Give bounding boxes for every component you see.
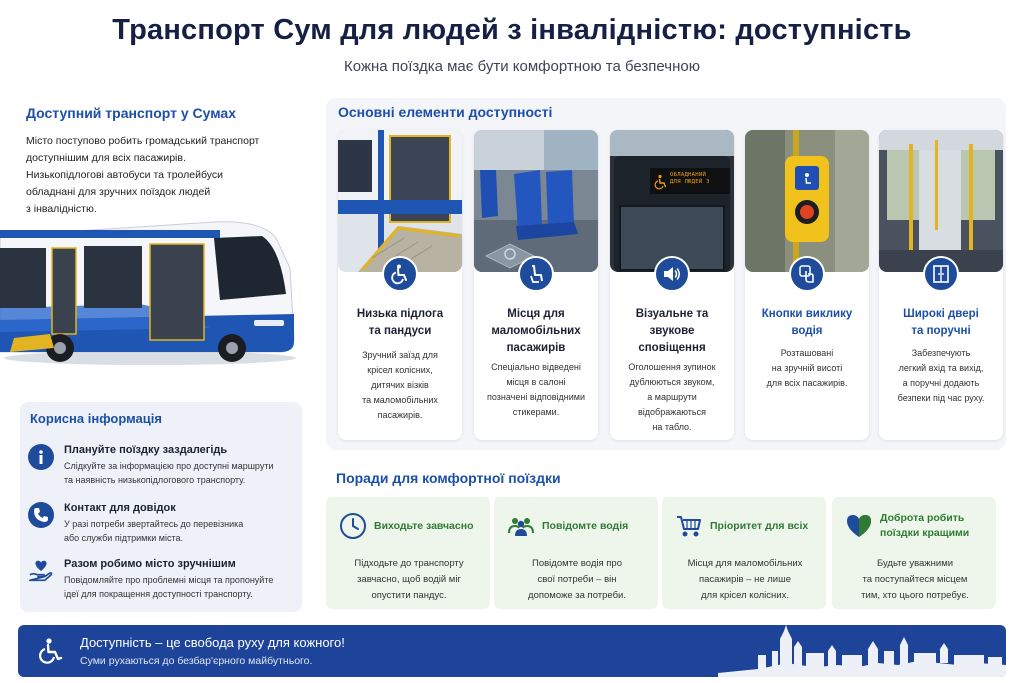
card-desc xyxy=(480,360,592,420)
bus-illustration xyxy=(0,208,296,368)
card-title xyxy=(751,306,863,340)
stroller-icon xyxy=(674,511,704,541)
tip-desc-line: Підходьте до транспорту xyxy=(354,558,464,569)
card-desc-line: Розташовані xyxy=(780,348,834,358)
card-title xyxy=(344,306,456,340)
tip-desc-line: Повідомте водія про xyxy=(532,558,622,569)
bottom-banner xyxy=(18,625,1006,677)
card-title-line: сповіщення xyxy=(638,342,706,354)
seat-icon xyxy=(518,256,554,292)
display-board-line: ДЛЯ ЛЮДЕЙ З xyxy=(670,179,710,185)
people-icon xyxy=(506,511,536,541)
door-icon xyxy=(923,256,959,292)
card-desc-line: на табло. xyxy=(652,422,692,432)
card-title-line: водія xyxy=(791,325,823,337)
card-desc-line: та маломобільних xyxy=(362,395,438,405)
intro-heading: Доступний транспорт у Сумах xyxy=(26,105,236,121)
tip-desc-line: Будьте уважними xyxy=(876,558,954,569)
card-title-line: Місця для xyxy=(507,308,565,320)
card-desc xyxy=(616,360,728,435)
tip-desc xyxy=(842,556,988,604)
intro-text xyxy=(26,133,286,218)
info-item-contact xyxy=(26,500,300,552)
card-desc-line: а поручні додають xyxy=(902,378,980,388)
ramp-photo xyxy=(338,130,462,272)
card-title xyxy=(480,306,592,357)
display-photo xyxy=(610,130,734,272)
info-item-desc xyxy=(64,517,300,545)
card-low-floor xyxy=(338,130,462,440)
intro-line: доступнішим для всіх пасажирів. xyxy=(26,152,186,164)
info-desc-line: або служби підтримки міста. xyxy=(64,533,183,543)
tip-desc xyxy=(336,556,482,604)
card-title-line: Низька підлога xyxy=(356,308,444,320)
card-title-line: Широкі двері xyxy=(903,308,979,320)
card-title-line: Візуальне та xyxy=(635,308,709,320)
useful-info-heading: Корисна інформація xyxy=(30,411,162,426)
card-desc-line: місця в салоні xyxy=(506,377,566,387)
card-title-line: та пандуси xyxy=(368,325,432,337)
info-desc-line: Повідомляйте про проблемні місця та пропонуйте xyxy=(64,575,274,585)
info-desc-line: ідеї для покращення доступності транспорту. xyxy=(64,589,253,599)
call-button-icon xyxy=(789,256,825,292)
tip-desc-line: тим, хто цього потребує. xyxy=(861,590,969,601)
tip-title: Пріоритет для всіх xyxy=(710,519,809,532)
info-desc-line: Слідкуйте за інформацією про доступні маршрути xyxy=(64,461,274,471)
info-desc-line: та наявність низькопідлогового транспорту. xyxy=(64,475,246,485)
tip-leave-early xyxy=(326,497,490,609)
intro-line: обладнані для зручних поїздок людей xyxy=(26,186,211,198)
accessibility-panel xyxy=(326,98,1006,450)
card-desc-line: безпеки під час руху. xyxy=(897,393,985,403)
tip-desc-line: пасажирів – не лише xyxy=(698,574,792,585)
card-priority-seats xyxy=(474,130,598,440)
heart-icon xyxy=(844,511,874,541)
intro-line: Місто поступово робить громадський транспорт xyxy=(26,135,260,147)
page-subtitle: Кожна поїздка має бути комфортною та безпечною xyxy=(344,58,700,75)
seats-photo xyxy=(474,130,598,272)
card-desc xyxy=(885,346,997,406)
card-desc xyxy=(751,346,863,391)
clock-icon xyxy=(338,511,368,541)
card-desc-line: на зручній висоті xyxy=(771,363,843,373)
info-item-desc xyxy=(64,573,300,601)
card-desc xyxy=(344,348,456,423)
card-desc-line: для всіх пасажирів. xyxy=(766,378,848,388)
banner-subtitle: Суми рухаються до безбар'єрного майбутнього. xyxy=(80,655,313,667)
info-item-title: Плануйте поїздку заздалегідь xyxy=(64,444,228,456)
info-desc-line: У разі потреби звертайтесь до перевізника xyxy=(64,519,244,529)
phone-icon xyxy=(28,502,54,528)
card-desc-line: Спеціально відведені xyxy=(491,362,581,372)
tip-priority xyxy=(662,497,826,609)
speaker-icon xyxy=(654,256,690,292)
tip-tell-driver xyxy=(494,497,658,609)
tip-kindness xyxy=(832,497,996,609)
card-wide-doors xyxy=(879,130,1003,440)
heart-hand-icon xyxy=(28,558,54,584)
card-desc-line: дублюються звуком, xyxy=(629,377,715,387)
tip-title: Виходьте завчасно xyxy=(374,519,474,532)
city-skyline xyxy=(718,625,1006,677)
board-wheelchair-icon xyxy=(654,174,668,190)
info-item-title: Контакт для довідок xyxy=(64,502,176,514)
card-desc-line: Оголошення зупинок xyxy=(628,362,716,372)
card-desc-line: легкий вхід та вихід, xyxy=(898,363,984,373)
card-desc-line: Зручний заїзд для xyxy=(362,350,438,360)
display-board-line: ОБЛАДНАНИЙ xyxy=(670,172,707,178)
card-title-line: Кнопки виклику xyxy=(761,308,853,320)
tips-heading: Поради для комфортної поїздки xyxy=(336,470,561,486)
tip-desc xyxy=(672,556,818,604)
page-title: Транспорт Сум для людей з інвалідністю: доступність xyxy=(112,14,912,46)
call-button-photo xyxy=(745,130,869,272)
tip-title: Повідомте водія xyxy=(542,519,629,532)
tip-desc-line: Місця для маломобільних xyxy=(687,558,803,569)
card-visual-audio xyxy=(610,130,734,440)
card-desc-line: відображаються xyxy=(638,407,706,417)
tip-desc-line: свої потреби – він xyxy=(537,574,617,585)
wheelchair-icon xyxy=(36,637,64,665)
info-item-title: Разом робимо місто зручнішим xyxy=(64,558,236,570)
tip-desc-line: завчасно, щоб водій міг xyxy=(357,574,461,585)
card-title-line: маломобільних xyxy=(491,325,581,337)
tip-desc-line: допоможе за потреби. xyxy=(528,590,626,601)
card-desc-line: а маршрути xyxy=(647,392,697,402)
info-icon xyxy=(28,444,54,470)
banner-title: Доступність – це свобода руху для кожного! xyxy=(80,635,345,650)
intro-line: з інвалідністю. xyxy=(26,203,97,215)
card-desc-line: позначені відповідними xyxy=(486,392,585,402)
tip-desc-line: опустити пандус. xyxy=(371,590,447,601)
tip-desc-line: та поступайтеся місцем xyxy=(862,574,968,585)
tip-desc-line: для крісел колісних. xyxy=(700,590,789,601)
accessibility-heading: Основні елементи доступності xyxy=(338,104,553,120)
useful-info-panel xyxy=(20,402,302,612)
wheelchair-icon xyxy=(382,256,418,292)
card-desc-line: крісел колісних, xyxy=(367,365,433,375)
tip-title: Доброта робить поїздки кращими xyxy=(880,512,970,539)
card-desc-line: Забезпечують xyxy=(911,348,971,358)
card-title-line: та поручні xyxy=(911,325,971,337)
card-title xyxy=(616,306,728,357)
card-title-line: звукове xyxy=(649,325,695,337)
card-desc-line: стикерами. xyxy=(512,407,560,417)
card-title-line: пасажирів xyxy=(506,342,566,354)
info-item-desc xyxy=(64,459,300,487)
intro-line: Низькопідлогові автобуси та тролейбуси xyxy=(26,169,224,181)
doors-photo xyxy=(879,130,1003,272)
card-desc-line: пасажирів. xyxy=(377,410,423,420)
tip-desc xyxy=(504,556,650,604)
info-item-together xyxy=(26,556,300,608)
card-desc-line: дитячих візків xyxy=(371,380,429,390)
card-call-buttons xyxy=(745,130,869,440)
info-item-plan xyxy=(26,442,300,494)
display-board-text xyxy=(670,172,730,186)
card-title xyxy=(885,306,997,340)
